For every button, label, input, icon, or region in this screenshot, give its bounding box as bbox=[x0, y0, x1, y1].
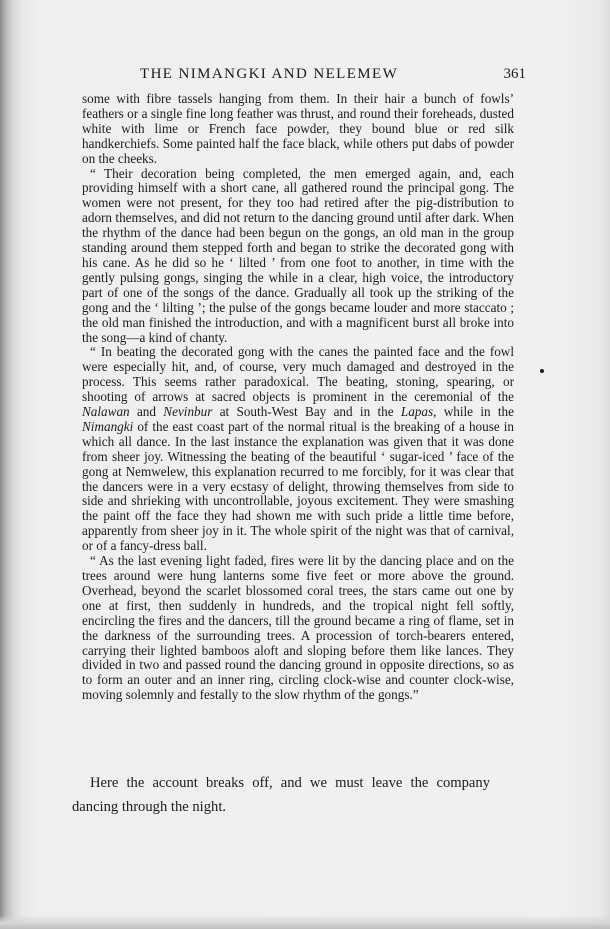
body-text bbox=[82, 92, 514, 703]
italic-term-lapas: Lapas bbox=[400, 404, 434, 420]
italic-term-nevinbur: Nevinbur bbox=[163, 404, 213, 420]
text-segment: at South-West Bay and in the bbox=[212, 404, 401, 420]
text-segment: and bbox=[129, 404, 164, 420]
paragraph-evening-fires: “ As the last evening light faded, fires were lit by the dancing place and on the trees around were hung lanterns some five feet or more above the ground. Overhead, beyond the scarlet blossomed coral trees, the stars came out one by one at first, then suddenly in hundreds, and the tropical night fell softly, encircling the fires and the dancers, till the ground became a ring of flame, set in the darkness of the surrounding trees. A procession of torch-bearers entered, carrying their lighted bamboos aloft and sloping before them like lances. They divided in two and passed round the dancing ground in opposite directions, so as to form an outer and an inner ring, circling clock-wise and counter clock-wise, moving solemnly and festally to the slow rhythm of the gongs.” bbox=[82, 553, 514, 703]
page-header bbox=[96, 66, 526, 88]
closing-text: Here the account breaks off, and we must leave the company dancing through the night. bbox=[72, 775, 490, 815]
closing-paragraph bbox=[72, 771, 490, 819]
italic-term-nalawan: Nalawan bbox=[82, 404, 130, 420]
page-bottom-edge bbox=[0, 915, 610, 929]
text-segment: of the east coast part of the normal ritual is the breaking of a house in which all dance. In the last instance the explanation was given that it was done from sheer joy. Witnessing the beating of the beautiful ‘ sugar-iced ’ face of the gong at Nemwelew, this explanation recurred to me forcibly, for it was clear that the dancers were in a very ecstasy of delight, throwing themselves from side to side and shrieking with uncontrollable, joyous excitement. They were smashing the paint off the face they had shown me with such pride a little time before, apparently from sheer joy in it. The whole spirit of the night was that of carnival, or of a fancy-dress ball. bbox=[82, 418, 514, 554]
italic-term-nimangki: Nimangki bbox=[82, 418, 134, 434]
page-number: 361 bbox=[503, 66, 526, 82]
paragraph-beating-gong bbox=[82, 345, 514, 554]
paragraph-gong-dance: “ Their decoration being completed, the men emerged again, and, each providing himself with a short cane, all gathered round the principal gong. The women were not present, for they too had retired after the pig-distribution to adorn themselves, and did not return to the dancing ground until after dark. When the rhythm of the dance had been begun on the gongs, an old man in the group standing around them stepped forth and began to strike the decorated gong with his cane. As he did so he ‘ lilted ’ from one foot to another, in time with the gently pulsing gongs, singing the while in a clear, high voice, the introductory part of one of the songs of the dance. Gradually all took up the striking of the gong and the ‘ lilting ’; the pulse of the gongs became louder and more staccato ; the old man finished the introduction, and with a magnificent burst all broke into the song—a kind of chanty. bbox=[82, 165, 514, 345]
running-title: THE NIMANGKI AND NELEMEW bbox=[140, 66, 399, 82]
ink-speck bbox=[540, 369, 544, 373]
text-segment: , while in the bbox=[433, 404, 515, 420]
paragraph-decoration: some with fibre tassels hanging from them. In their hair a bunch of fowls’ feathers or a single fine long feather was thrust, and round their foreheads, dusted white with lime or French face powder, they bound blue or red silk handkerchiefs. Some painted half the face black, while others put dabs of powder on the cheeks. bbox=[82, 91, 514, 166]
page-binding-shadow bbox=[0, 0, 22, 929]
text-segment: “ In beating the decorated gong with the canes the painted face and the fowl were especially hit, and, of course, very much damaged and destroyed in the process. This seems rather paradoxical. The beating, stoning, spearing, or shooting of arrows at sacred objects is prominent in the ceremonial of the bbox=[82, 344, 514, 405]
